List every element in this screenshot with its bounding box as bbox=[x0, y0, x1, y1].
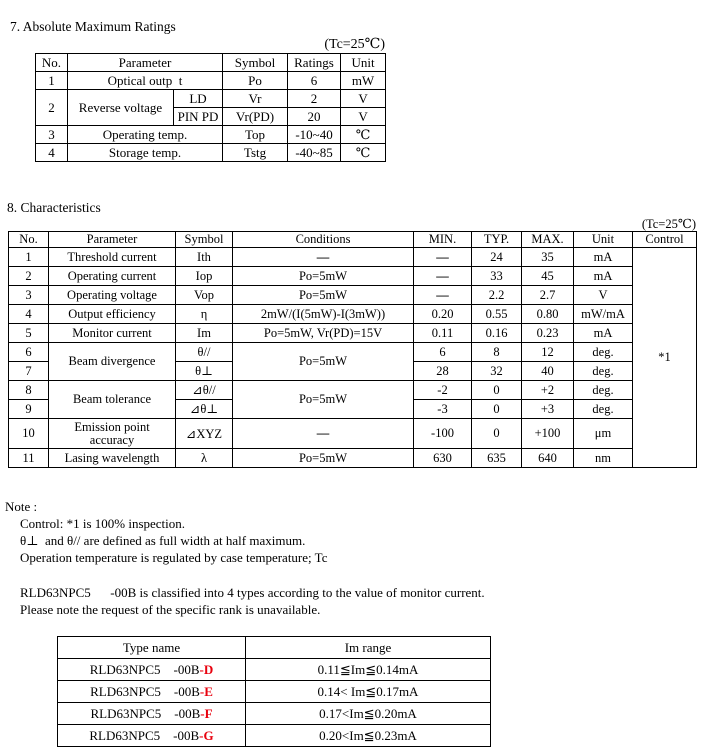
beam-divergence-merged-cell: Beam divergence bbox=[49, 343, 176, 381]
cell: 20 bbox=[288, 108, 341, 126]
cell: 1 bbox=[36, 72, 68, 90]
cell: 2 bbox=[36, 90, 68, 126]
cell: 12 bbox=[522, 343, 574, 362]
cell: 7 bbox=[9, 362, 49, 381]
characteristics-table bbox=[8, 231, 697, 468]
cell: — bbox=[414, 248, 472, 267]
cell: 2.7 bbox=[522, 286, 574, 305]
col-header-max: MAX. bbox=[522, 232, 574, 248]
paragraph-line: RLD63NPC5 -00B is classified into 4 types according to the value of monitor current. bbox=[20, 585, 485, 600]
cell: μm bbox=[574, 419, 633, 449]
table-row bbox=[9, 267, 697, 286]
cell: -40~85 bbox=[288, 144, 341, 162]
cell: 0 bbox=[472, 381, 522, 400]
cell: mA bbox=[574, 248, 633, 267]
type-suffix: -F bbox=[200, 705, 213, 721]
cell: mW bbox=[341, 72, 386, 90]
cell: Im bbox=[176, 324, 233, 343]
cell: mA bbox=[574, 324, 633, 343]
cell: -100 bbox=[414, 419, 472, 449]
tc-condition-note-2: (Tc=25℃) bbox=[641, 217, 696, 231]
table-row bbox=[9, 343, 697, 362]
type-base: RLD63NPC5 -00B bbox=[90, 705, 201, 721]
cell: deg. bbox=[574, 362, 633, 381]
cell: 32 bbox=[472, 362, 522, 381]
cell: Po=5mW bbox=[233, 267, 414, 286]
cell: 2.2 bbox=[472, 286, 522, 305]
classification-paragraph bbox=[20, 585, 485, 618]
cell: — bbox=[233, 248, 414, 267]
table-row bbox=[9, 324, 697, 343]
cell: Po=5mW, Vr(PD)=15V bbox=[233, 324, 414, 343]
cell: Po bbox=[223, 72, 288, 90]
table-row bbox=[9, 286, 697, 305]
cell: ⊿θ// bbox=[176, 381, 233, 400]
cell: 0 bbox=[472, 400, 522, 419]
cell: Po=5mW bbox=[233, 286, 414, 305]
cell: — bbox=[414, 267, 472, 286]
cell: Operating temp. bbox=[68, 126, 223, 144]
cell: 40 bbox=[522, 362, 574, 381]
cell: Vr(PD) bbox=[223, 108, 288, 126]
table-row bbox=[36, 126, 386, 144]
cell: Vr bbox=[223, 90, 288, 108]
cell: 1 bbox=[9, 248, 49, 267]
table-row bbox=[9, 305, 697, 324]
col-header-conditions: Conditions bbox=[233, 232, 414, 248]
col-header-symbol: Symbol bbox=[223, 54, 288, 72]
im-range-cell: 0.11≦Im≦0.14mA bbox=[246, 659, 491, 681]
cell: θ// bbox=[176, 343, 233, 362]
cell: — bbox=[233, 419, 414, 449]
table-row bbox=[58, 725, 491, 747]
cell: Storage temp. bbox=[68, 144, 223, 162]
col-header-unit: Unit bbox=[341, 54, 386, 72]
section7-title: 7. Absolute Maximum Ratings bbox=[10, 19, 176, 34]
tc-condition-note-1: (Tc=25℃) bbox=[324, 37, 385, 52]
cell: mA bbox=[574, 267, 633, 286]
cell: Reverse voltage bbox=[68, 90, 174, 126]
cell: λ bbox=[176, 449, 233, 468]
cell: 35 bbox=[522, 248, 574, 267]
cell: 9 bbox=[9, 400, 49, 419]
cell: 3 bbox=[36, 126, 68, 144]
col-header-im-range: Im range bbox=[246, 637, 491, 659]
cell: 2 bbox=[9, 267, 49, 286]
col-header-no: No. bbox=[36, 54, 68, 72]
cell: Ith bbox=[176, 248, 233, 267]
cell: η bbox=[176, 305, 233, 324]
cell: 6 bbox=[414, 343, 472, 362]
cell: Optical outp t bbox=[68, 72, 223, 90]
cell: Operating voltage bbox=[49, 286, 176, 305]
cell: PIN PD bbox=[174, 108, 223, 126]
absolute-maximum-ratings-table bbox=[35, 53, 386, 162]
conditions-merged-cell: Po=5mW bbox=[233, 343, 414, 381]
type-classification-table bbox=[57, 636, 491, 747]
table-row bbox=[9, 381, 697, 400]
note-line: Control: *1 is 100% inspection. bbox=[20, 516, 186, 531]
cell: — bbox=[414, 286, 472, 305]
paragraph-line: Please note the request of the specific rank is unavailable. bbox=[20, 601, 321, 617]
cell: mW/mA bbox=[574, 305, 633, 324]
cell: 2mW/(I(5mW)-I(3mW)) bbox=[233, 305, 414, 324]
cell: 635 bbox=[472, 449, 522, 468]
table-header-row bbox=[58, 637, 491, 659]
cell: nm bbox=[574, 449, 633, 468]
note-label: Note : bbox=[5, 499, 38, 514]
cell: 33 bbox=[472, 267, 522, 286]
beam-tolerance-merged-cell: Beam tolerance bbox=[49, 381, 176, 419]
note-line: θ⊥ and θ// are defined as full width at half maximum. bbox=[20, 533, 306, 548]
cell: 10 bbox=[9, 419, 49, 449]
type-suffix: -D bbox=[199, 661, 214, 677]
cell: θ⊥ bbox=[176, 362, 233, 381]
cell: 0.16 bbox=[472, 324, 522, 343]
table-header-row bbox=[36, 54, 386, 72]
cell: Iop bbox=[176, 267, 233, 286]
col-header-typ: TYP. bbox=[472, 232, 522, 248]
type-name-cell bbox=[58, 659, 246, 681]
col-header-no: No. bbox=[9, 232, 49, 248]
table-header-row bbox=[9, 232, 697, 248]
cell: 28 bbox=[414, 362, 472, 381]
cell: 0.20 bbox=[414, 305, 472, 324]
cell: Lasing wavelength bbox=[49, 449, 176, 468]
cell: 640 bbox=[522, 449, 574, 468]
type-name-cell bbox=[58, 725, 246, 747]
col-header-unit: Unit bbox=[574, 232, 633, 248]
cell: deg. bbox=[574, 343, 633, 362]
cell: V bbox=[341, 90, 386, 108]
type-base: RLD63NPC5 -00B bbox=[89, 727, 200, 743]
cell: Monitor current bbox=[49, 324, 176, 343]
cell: 8 bbox=[472, 343, 522, 362]
table-row bbox=[36, 72, 386, 90]
col-header-min: MIN. bbox=[414, 232, 472, 248]
cell: ℃ bbox=[341, 126, 386, 144]
cell: ⊿θ⊥ bbox=[176, 400, 233, 419]
cell: -2 bbox=[414, 381, 472, 400]
cell: 2 bbox=[288, 90, 341, 108]
cell: deg. bbox=[574, 381, 633, 400]
cell: 4 bbox=[9, 305, 49, 324]
cell: V bbox=[341, 108, 386, 126]
table-row bbox=[58, 703, 491, 725]
note-line: Operation temperature is regulated by case temperature; Tc bbox=[20, 550, 328, 565]
cell: +100 bbox=[522, 419, 574, 449]
cell: 630 bbox=[414, 449, 472, 468]
col-header-parameter: Parameter bbox=[68, 54, 223, 72]
cell: 45 bbox=[522, 267, 574, 286]
notes-block bbox=[5, 498, 327, 566]
cell: 6 bbox=[9, 343, 49, 362]
cell: Emission point accuracy bbox=[49, 419, 176, 449]
cell: Tstg bbox=[223, 144, 288, 162]
cell: 11 bbox=[9, 449, 49, 468]
table-row bbox=[9, 248, 697, 267]
conditions-merged-cell: Po=5mW bbox=[233, 381, 414, 419]
table-row bbox=[36, 90, 386, 108]
cell: Operating current bbox=[49, 267, 176, 286]
cell: deg. bbox=[574, 400, 633, 419]
cell: Threshold current bbox=[49, 248, 176, 267]
type-name-cell bbox=[58, 681, 246, 703]
im-range-cell: 0.20<Im≦0.23mA bbox=[246, 725, 491, 747]
type-suffix: -E bbox=[199, 683, 213, 699]
cell: ⊿XYZ bbox=[176, 419, 233, 449]
table-row bbox=[9, 449, 697, 468]
cell: 0.55 bbox=[472, 305, 522, 324]
table-row bbox=[58, 681, 491, 703]
cell: Vop bbox=[176, 286, 233, 305]
col-header-parameter: Parameter bbox=[49, 232, 176, 248]
im-range-cell: 0.14< Im≦0.17mA bbox=[246, 681, 491, 703]
type-name-cell bbox=[58, 703, 246, 725]
im-range-cell: 0.17<Im≦0.20mA bbox=[246, 703, 491, 725]
control-merged-cell: *1 bbox=[633, 248, 697, 468]
type-base: RLD63NPC5 -00B bbox=[90, 683, 200, 699]
col-header-control: Control bbox=[633, 232, 697, 248]
cell: +2 bbox=[522, 381, 574, 400]
cell: ℃ bbox=[341, 144, 386, 162]
cell: Output efficiency bbox=[49, 305, 176, 324]
col-header-ratings: Ratings bbox=[288, 54, 341, 72]
cell: 8 bbox=[9, 381, 49, 400]
cell: -3 bbox=[414, 400, 472, 419]
cell: 0 bbox=[472, 419, 522, 449]
cell: V bbox=[574, 286, 633, 305]
cell: LD bbox=[174, 90, 223, 108]
cell: Po=5mW bbox=[233, 449, 414, 468]
col-header-type-name: Type name bbox=[58, 637, 246, 659]
cell: 0.80 bbox=[522, 305, 574, 324]
cell: -10~40 bbox=[288, 126, 341, 144]
type-base: RLD63NPC5 -00B bbox=[89, 661, 200, 677]
col-header-symbol: Symbol bbox=[176, 232, 233, 248]
cell: 5 bbox=[9, 324, 49, 343]
cell: 4 bbox=[36, 144, 68, 162]
cell: 0.23 bbox=[522, 324, 574, 343]
table-row bbox=[36, 144, 386, 162]
table-row bbox=[9, 419, 697, 449]
cell: Top bbox=[223, 126, 288, 144]
cell: 24 bbox=[472, 248, 522, 267]
cell: 6 bbox=[288, 72, 341, 90]
cell: +3 bbox=[522, 400, 574, 419]
type-suffix: -G bbox=[199, 727, 214, 743]
table-row bbox=[58, 659, 491, 681]
cell: 0.11 bbox=[414, 324, 472, 343]
section8-title: 8. Characteristics bbox=[7, 200, 101, 215]
cell: 3 bbox=[9, 286, 49, 305]
